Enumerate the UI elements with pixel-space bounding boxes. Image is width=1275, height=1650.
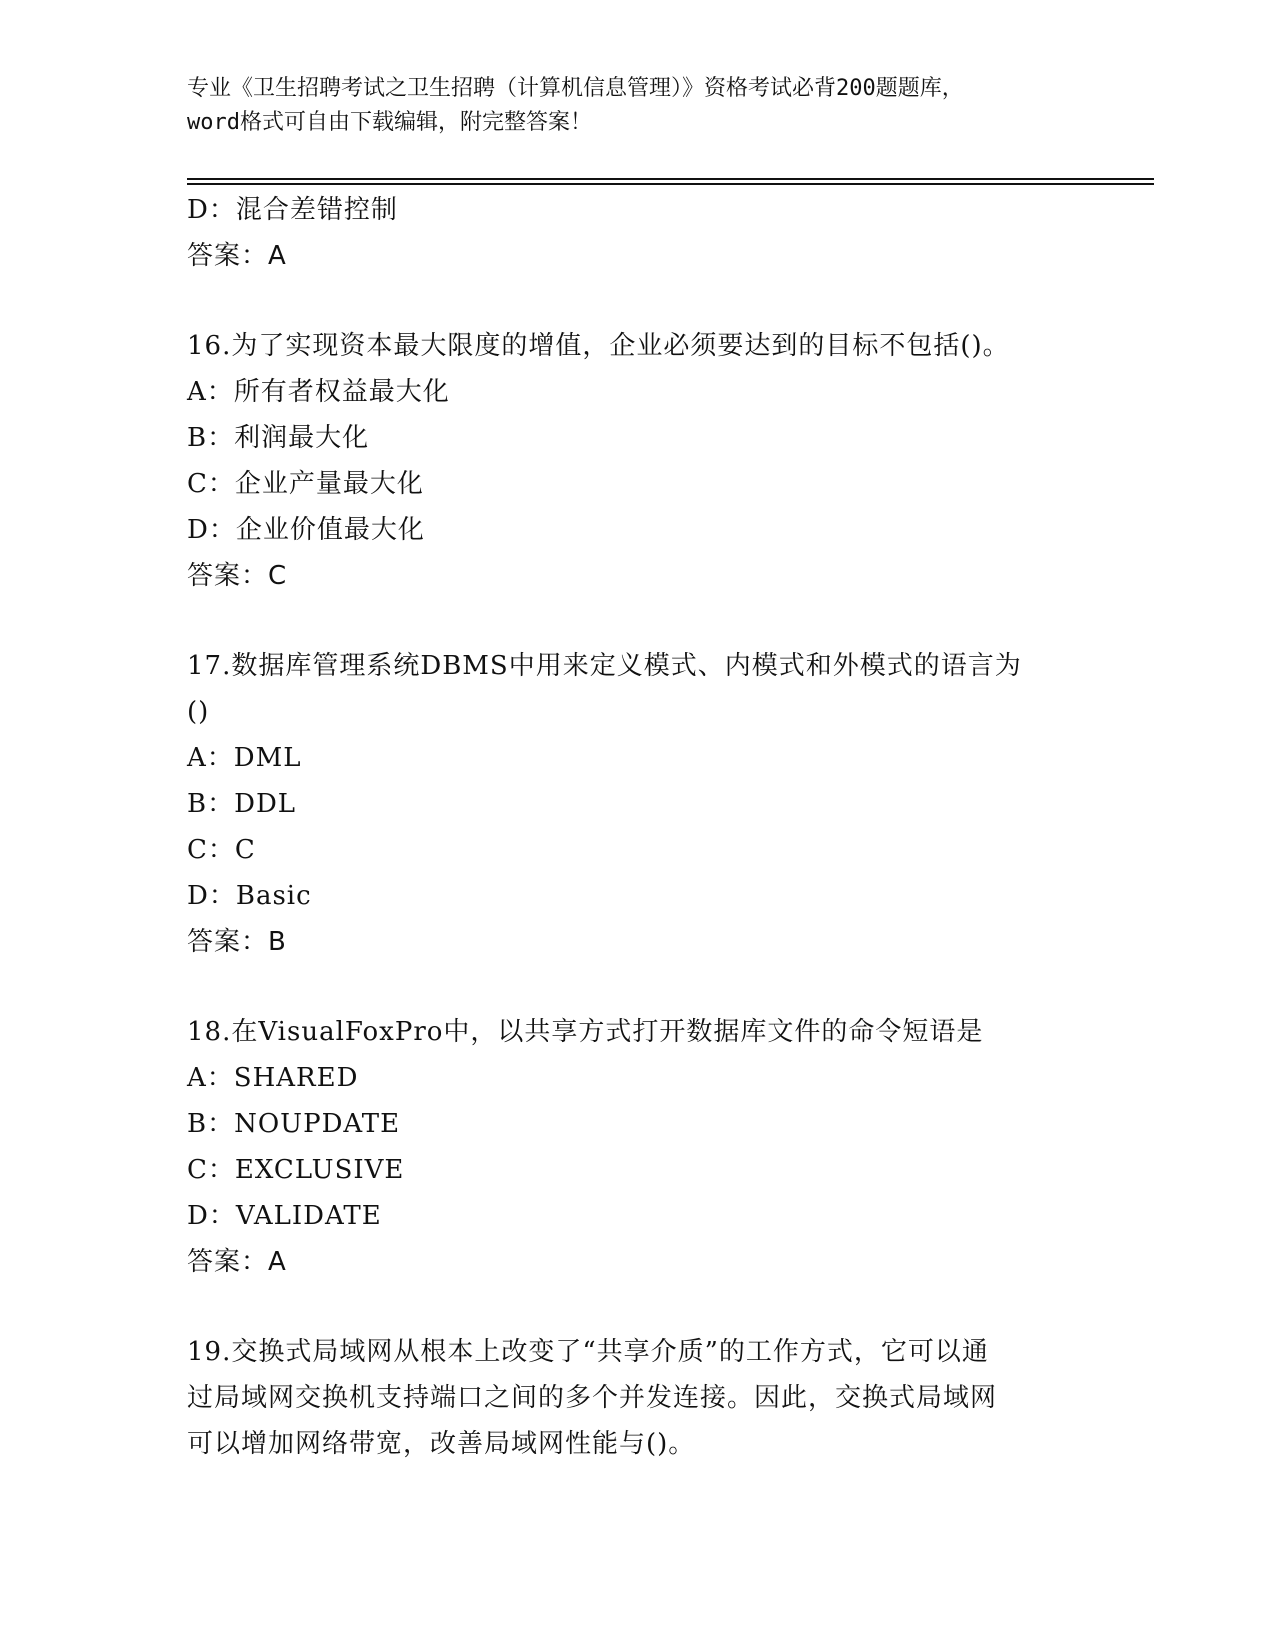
question-16 (187, 323, 1087, 553)
spacer (187, 599, 1087, 643)
option-a: A：SHARED (187, 1063, 359, 1093)
question-19 (187, 1329, 1087, 1467)
question-18 (187, 1009, 1087, 1239)
question-text: 18.在VisualFoxPro中，以共享方式打开数据库文件的命令短语是 (187, 1017, 984, 1047)
header-rule-top (187, 178, 1154, 180)
question-text-cont: () (187, 697, 210, 727)
question-text: 17.数据库管理系统DBMS中用来定义模式、内模式和外模式的语言为 (187, 651, 1022, 681)
option-c: C：C (187, 835, 256, 865)
question-text-cont: 可以增加网络带宽，改善局域网性能与()。 (187, 1429, 696, 1459)
option-d: D：Basic (187, 881, 312, 911)
page-header (187, 72, 1087, 140)
option-d: D：企业价值最大化 (187, 515, 425, 545)
option-c: C：企业产量最大化 (187, 469, 424, 499)
question-text: 19.交换式局域网从根本上改变了“共享介质”的工作方式，它可以通 (187, 1337, 989, 1367)
header-line-1: 专业《卫生招聘考试之卫生招聘（计算机信息管理）》资格考试必背200题题库， (187, 76, 964, 101)
answer-17: 答案：B (187, 927, 287, 957)
option-c: C：EXCLUSIVE (187, 1155, 405, 1185)
answer-16: 答案：C (187, 561, 288, 591)
answer-18: 答案：A (187, 1247, 287, 1277)
question-17 (187, 643, 1087, 919)
document-body (187, 187, 1087, 1467)
header-line-2: word格式可自由下载编辑，附完整答案！ (187, 110, 592, 135)
spacer (187, 965, 1087, 1009)
prev-option-d: D：混合差错控制 (187, 195, 398, 225)
prev-answer: 答案：A (187, 241, 287, 271)
option-b: B：DDL (187, 789, 297, 819)
question-text: 16.为了实现资本最大限度的增值，企业必须要达到的目标不包括()。 (187, 331, 1010, 361)
option-a: A：所有者权益最大化 (187, 377, 450, 407)
header-rule-bottom (187, 183, 1154, 185)
option-a: A：DML (187, 743, 302, 773)
option-b: B：利润最大化 (187, 423, 370, 453)
option-d: D：VALIDATE (187, 1201, 382, 1231)
spacer (187, 1285, 1087, 1329)
option-b: B：NOUPDATE (187, 1109, 401, 1139)
question-text-cont: 过局域网交换机支持端口之间的多个并发连接。因此，交换式局域网 (187, 1383, 998, 1413)
spacer (187, 279, 1087, 323)
